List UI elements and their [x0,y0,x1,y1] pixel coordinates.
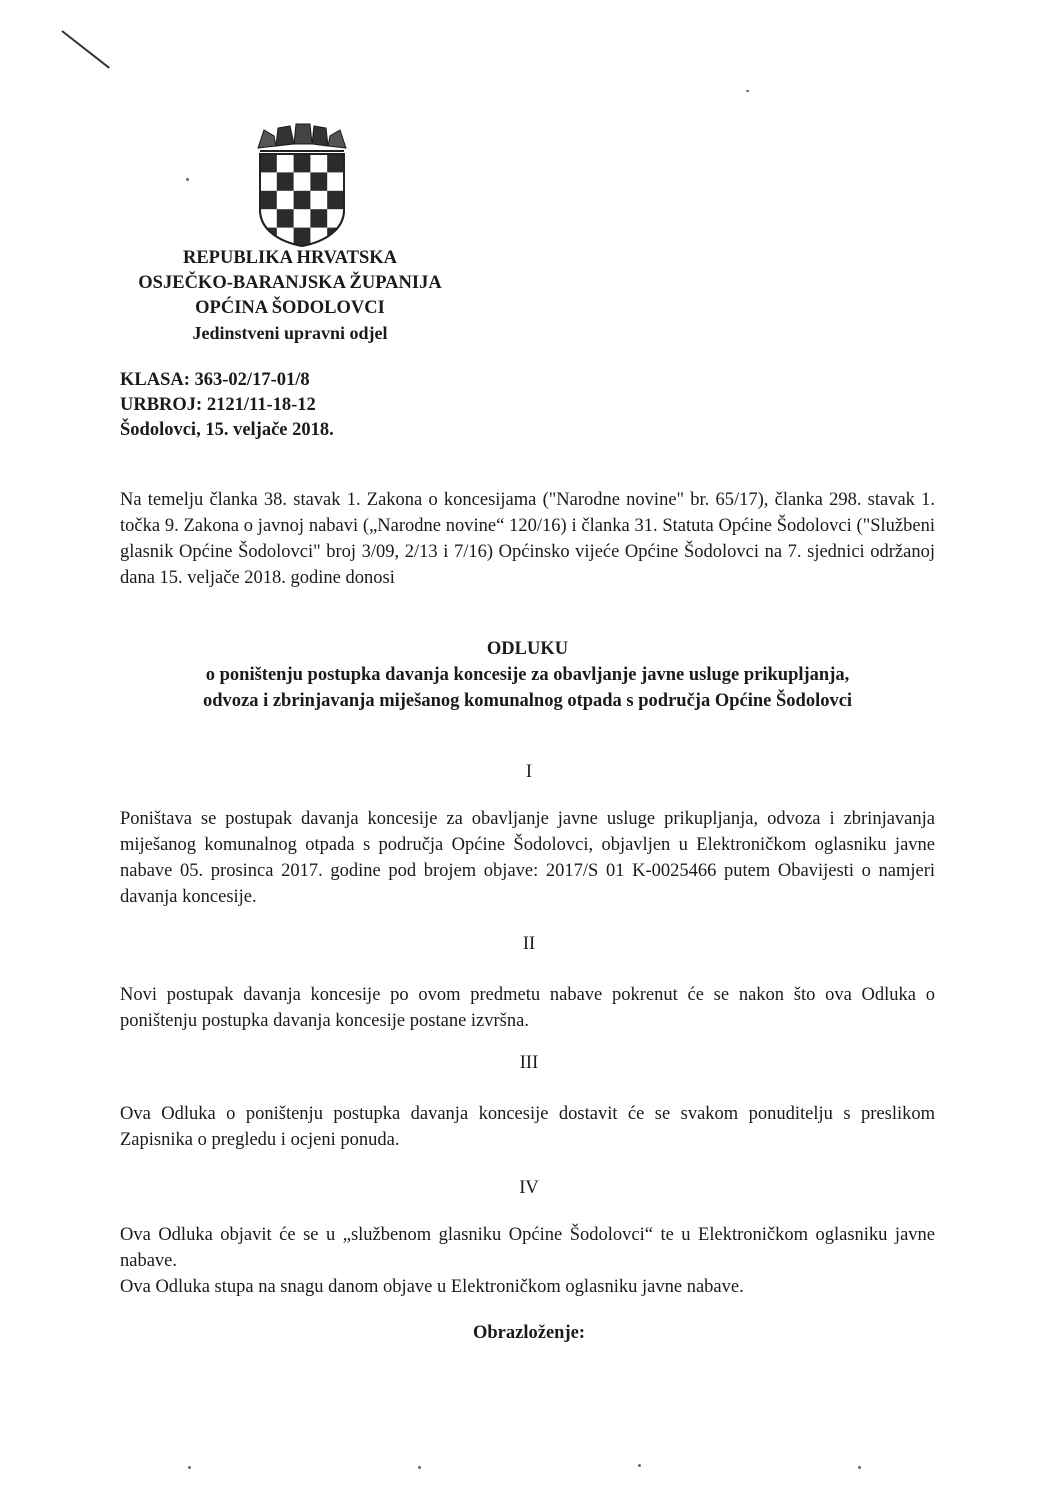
decision-title: ODLUKU [486,639,569,659]
urbroj-number: URBROJ: 2121/11-18-12 [120,395,316,415]
coat-of-arms-icon [254,118,350,248]
header-municipality: OPĆINA ŠODOLOVCI [195,298,385,318]
issuer-header [100,246,480,346]
scan-speck [638,1464,641,1467]
article-text: Ova Odluka o poništenju postupka davanja koncesije dostavit će se svakom ponuditelju s preslikom Zapisnika o pregledu i ocjeni ponuda. [120,1104,935,1150]
article-text-continued: Ova Odluka stupa na snagu danom objave u Elektroničkom oglasniku javne nabave. [120,1277,744,1297]
document-date: Šodolovci, 15. veljače 2018. [120,420,334,440]
article-number: II [522,934,536,954]
reasoning-heading: Obrazloženje: [473,1323,585,1343]
scan-speck [186,178,189,181]
decision-subtitle-line-2: odvoza i zbrinjavanja miješanog komunalnog otpada s područja Općine Šodolovci [202,691,853,711]
header-country: REPUBLIKA HRVATSKA [182,248,398,268]
klasa-number: KLASA: 363-02/17-01/8 [120,370,310,390]
decision-title-block [110,636,945,714]
scan-speck [746,90,749,92]
scan-speck [418,1466,421,1469]
header-county: OSJEČKO-BARANJSKA ŽUPANIJA [138,273,442,293]
article-number: I [525,762,533,782]
article-text: Poništava se postupak davanja koncesije za obavljanje javne usluge prikupljanja, odvoza i zbrinjavanja miješanog komunalnog otpada s područja Općine Šodolovci, objavljen u Elektroničkom oglasniku javne nabave 05. prosinca 2017. godine pod brojem objave: 2017/S 01 K-0025466 putem Obavijesti o namjeri davanja koncesije. [120,809,935,907]
article-number: IV [519,1178,539,1198]
article-text: Ova Odluka objavit će se u „službenom glasniku Općine Šodolovci“ te u Elektroničkom oglasniku javne nabave. [120,1225,935,1271]
preamble-paragraph: Na temelju članka 38. stavak 1. Zakona o koncesijama ("Narodne novine" br. 65/17), članka 298. stavak 1. točka 9. Zakona o javnoj nabavi („Narodne novine“ 120/16) i članka 31. Statuta Općine Šodolovci ("Službeni glasnik Općine Šodolovci" broj 3/09, 2/13 i 7/16) Općinsko vijeće Općine Šodolovci na 7. sjednici održanoj dana 15. veljače 2018. godine donosi [120,490,935,588]
article-number: III [519,1053,539,1073]
scan-mark [61,30,110,69]
decision-subtitle-line-1: o poništenju postupka davanja koncesije za obavljanje javne usluge prikupljanja, [205,665,850,685]
reference-block [120,368,334,443]
scan-speck [188,1466,191,1469]
header-department: Jedinstveni upravni odjel [192,323,388,343]
article-text: Novi postupak davanja koncesije po ovom predmetu nabave pokrenut će se nakon što ova Odluka o poništenju postupka davanja koncesije postane izvršna. [120,985,935,1031]
scan-speck [858,1466,861,1469]
